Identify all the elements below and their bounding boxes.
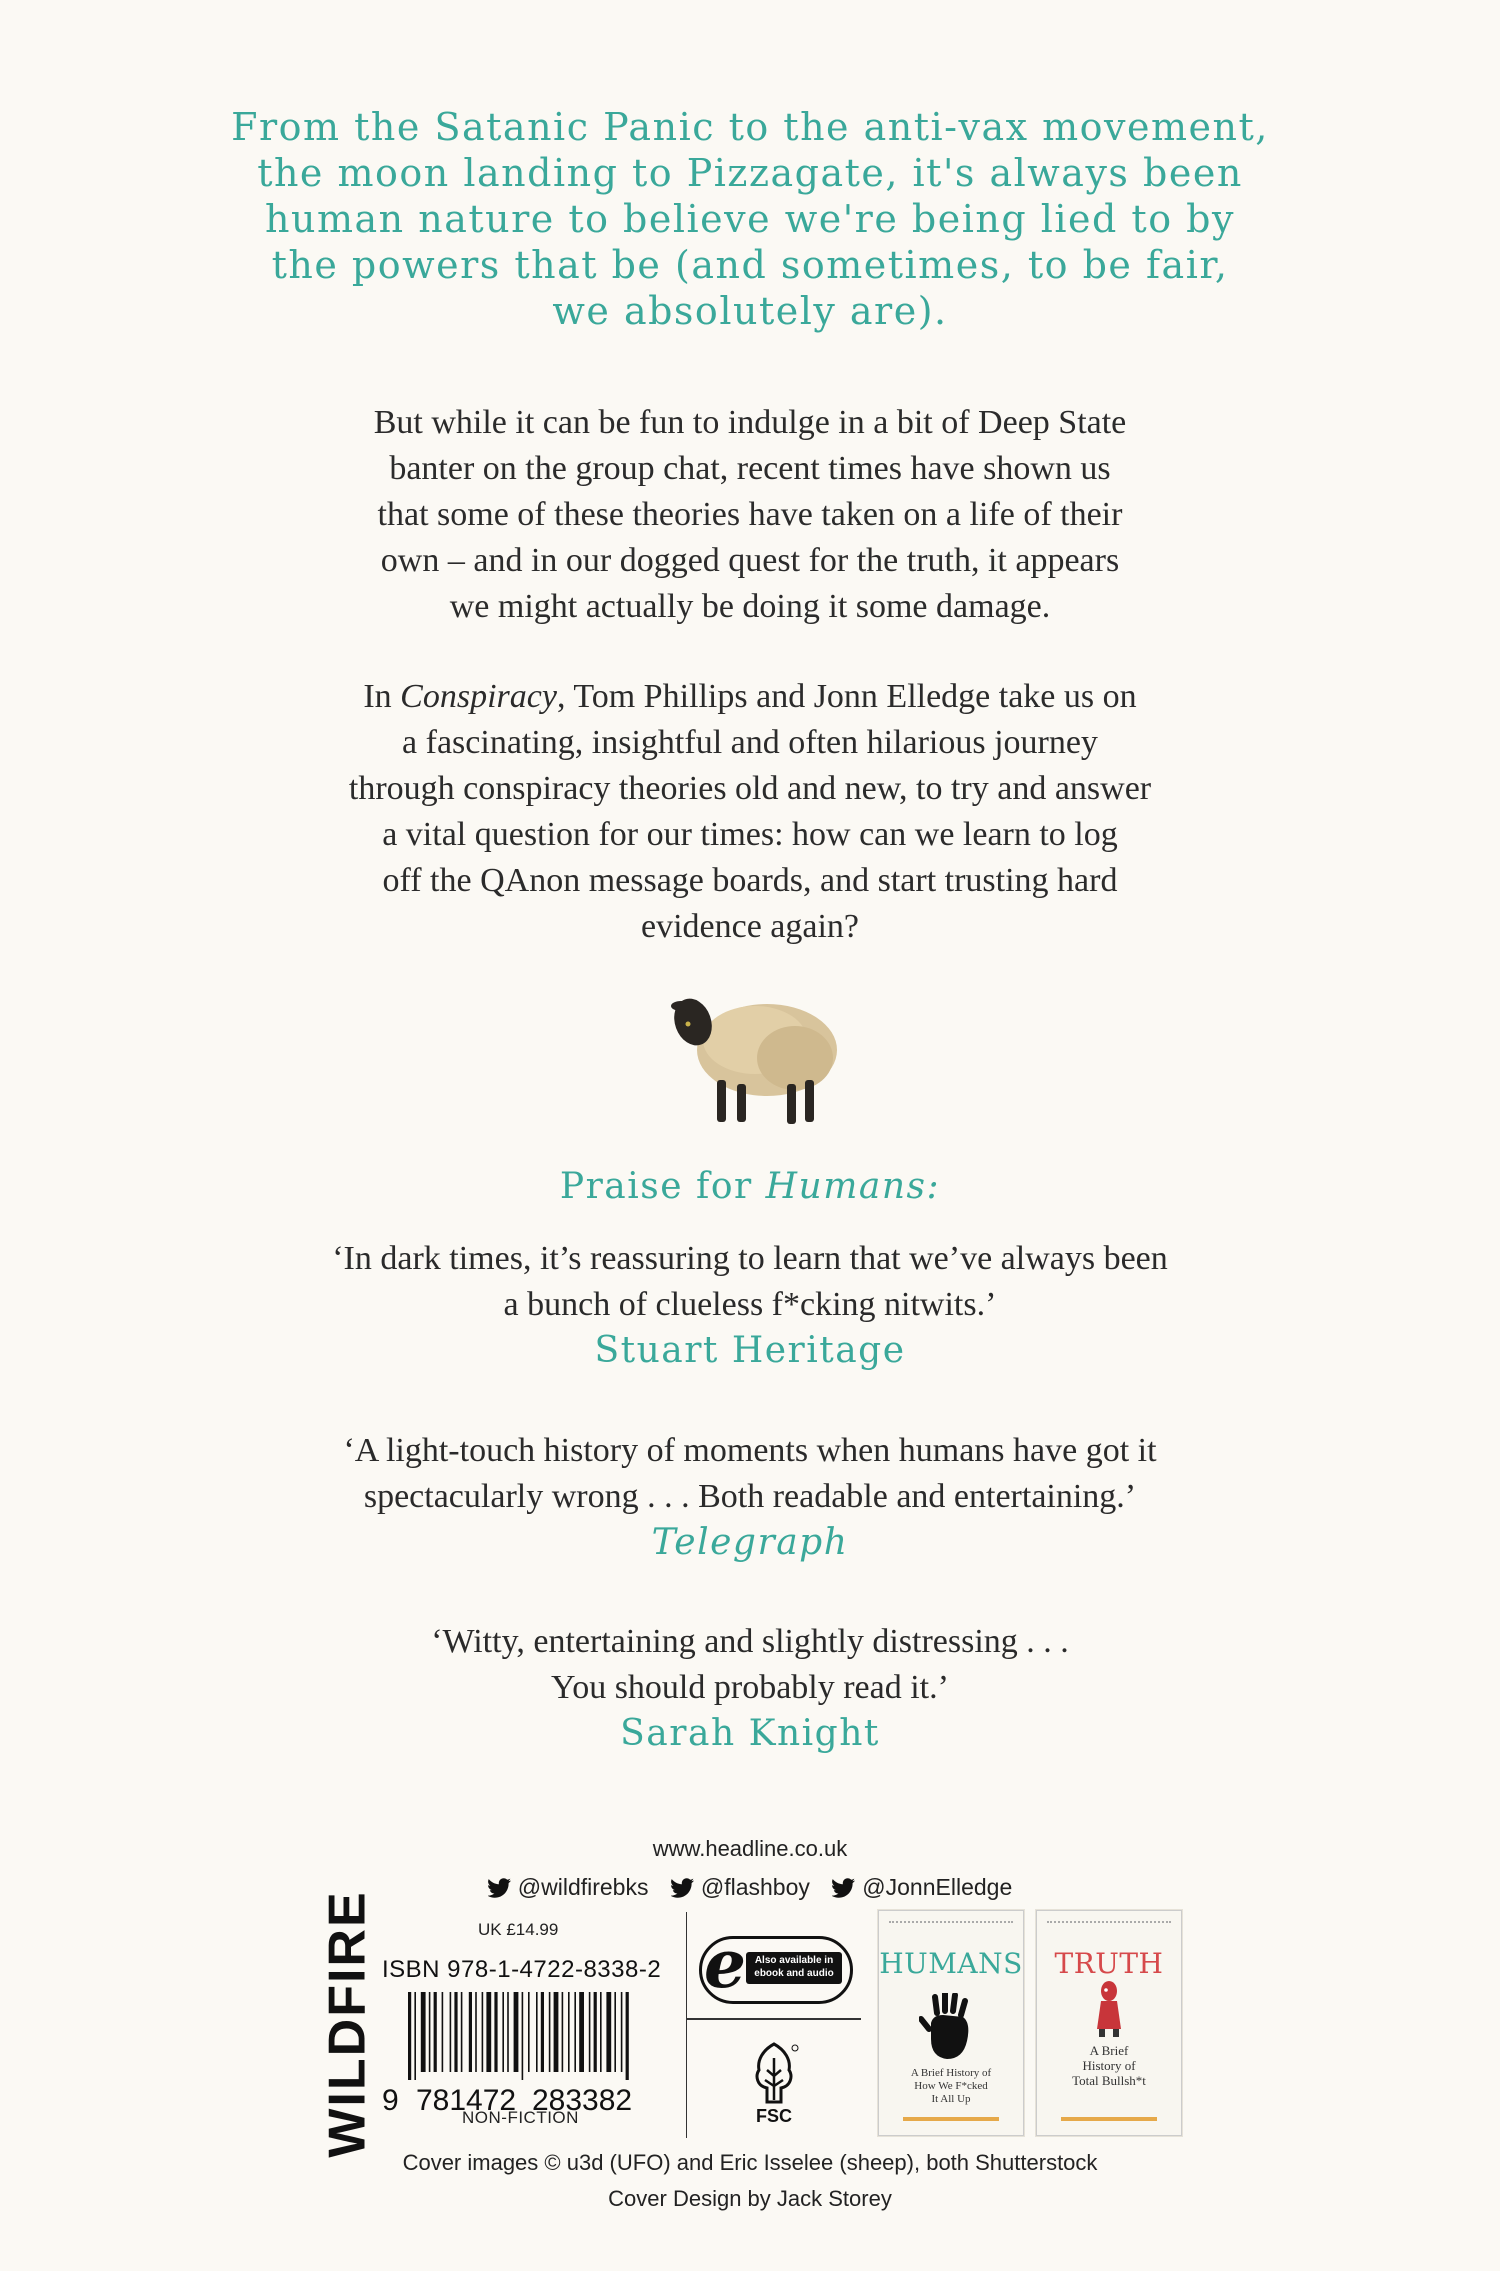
barcode-bar [486,1992,491,2072]
cover-title: TRUTH [1054,1947,1164,1980]
quote-line: You should probably read it.’ [551,1669,949,1706]
fsc-tree-icon [745,2040,803,2116]
barcode-bar [461,1992,463,2072]
book-cover-humans [878,1910,1024,2136]
publisher-logo-text: WILDFIRE [319,1890,378,2158]
quote-line: a bunch of clueless f*cking nitwits.’ [503,1286,997,1323]
blurb-lead-line: the moon landing to Pizzagate, it's always been [257,151,1243,195]
barcode-bar [507,1992,509,2072]
barcode-bar [502,1992,504,2072]
cover-subtitle [1037,2043,1181,2088]
twitter-bird-icon [832,1878,856,1898]
barcode-bar [579,1992,584,2072]
quote-line: ‘A light-touch history of moments when humans have got it [343,1432,1157,1469]
barcode-bar [514,1992,519,2072]
barcode-bar [549,1992,551,2072]
sheep-illustration [655,980,855,1130]
twitter-bird-icon [671,1878,695,1898]
paragraph-line: that some of these theories have taken on a life of their [377,496,1123,533]
review-quote-1 [0,1236,1500,1374]
paragraph-line: banter on the group chat, recent times have shown us [389,450,1111,487]
barcode-bar [541,1992,544,2072]
fsc-label: FSC [756,2106,792,2126]
ebook-e-icon: e [704,1925,746,2003]
social-handles [0,1874,1500,1901]
blurb-lead [0,104,1500,334]
barcode-bar [568,1992,570,2072]
barcode-bar [469,1992,472,2072]
quote-line: ‘Witty, entertaining and slightly distressing . . . [431,1623,1069,1660]
praise-heading [0,1166,1500,1207]
barcode-bar [482,1992,484,2072]
praise-heading-title: Humans: [765,1166,941,1207]
cover-image-credit: Cover images © u3d (UFO) and Eric Isselee (sheep), both Shutterstock [402,2150,1098,2175]
barcode-bar [600,1992,602,2072]
quote-line: spectacularly wrong . . . Both readable and entertaining.’ [363,1478,1137,1515]
ebook-audio-badge [699,1925,853,2004]
social-handle-text: @JonnElledge [862,1874,1013,1900]
figure-illustration-icon [1091,1979,1127,2039]
barcode-digit-group: 283382 [532,2084,633,2117]
price-label: UK £14.99 [478,1920,559,1939]
ebook-badge-text: Also available in ebook and audio [746,1952,842,1984]
barcode-bar [536,1992,538,2072]
blurb-paragraph-1 [0,400,1500,630]
social-handle-text: @flashboy [700,1874,810,1900]
format-and-fsc-panel [686,1912,861,2138]
barcode-bar [408,1992,411,2080]
social-handle-flashboy[interactable] [671,1874,810,1901]
barcode-bar [494,1992,497,2072]
publisher-url[interactable]: www.headline.co.uk [652,1836,848,1861]
paragraph-text: In [363,678,401,715]
barcode-bar [614,1992,616,2072]
social-handle-jonnelledge[interactable] [832,1874,1012,1901]
paragraph-line: we might actually be doing it some damage. [449,588,1051,625]
genre-label: NON-FICTION [462,2108,579,2127]
quote-source: Sarah Knight [620,1713,880,1754]
barcode-bar [414,1992,416,2080]
cover-design-credit: Cover Design by Jack Storey [608,2186,892,2211]
cover-subtitle-line: History of [1082,2058,1136,2073]
barcode-bar [621,1992,623,2072]
paragraph-line: evidence again? [640,908,860,945]
barcode-bar [434,1992,437,2072]
barcode-bar [454,1992,457,2072]
twitter-bird-icon [488,1878,512,1898]
barcode-bar [589,1992,591,2072]
book-title: Conspiracy [400,678,557,715]
blurb-lead-line: the powers that be (and sometimes, to be fair, [271,243,1229,287]
cover-top-strip [1047,1921,1171,1933]
cover-subtitle-line: It All Up [931,2093,971,2105]
barcode-bar [421,1992,426,2072]
quote-line: ‘In dark times, it’s reassuring to learn that we’ve always been [332,1240,1168,1277]
blurb-lead-line: we absolutely are). [552,289,948,333]
paragraph-line: a fascinating, insightful and often hilarious journey [402,724,1098,761]
barcode-bar [450,1992,452,2072]
social-handle-wildfirebks[interactable] [488,1874,649,1901]
review-quote-3 [0,1619,1500,1757]
book-cover-truth [1036,1910,1182,2136]
barcode [406,1992,676,2080]
barcode-bar [606,1992,611,2072]
barcode-bar [562,1992,564,2072]
blurb-paragraph-2 [0,674,1500,950]
barcode-bar [594,1992,597,2072]
barcode-bar [554,1992,559,2072]
isbn-label: ISBN 978-1-4722-8338-2 [382,1956,662,1983]
handprint-icon [919,1993,983,2063]
barcode-bar [522,1992,524,2080]
paragraph-line: through conspiracy theories old and new, to try and answer [348,770,1152,807]
cover-subtitle-line: A Brief History of [910,2067,992,2079]
cover-subtitle-line: How We F*cked [914,2080,988,2092]
blurb-lead-line: human nature to believe we're being lied to by [265,197,1235,241]
paragraph-line [0,674,1500,720]
cover-subtitle-line: Total Bullsh*t [1072,2073,1146,2088]
cover-title: HUMANS [879,1947,1023,1980]
barcode-bar [442,1992,444,2072]
cover-author-strip [903,2117,999,2121]
barcode-bar [626,1992,629,2080]
cover-top-strip [889,1921,1013,1933]
cover-subtitle-line: A Brief [1089,2043,1129,2058]
barcode-bar [429,1992,431,2072]
paragraph-line: off the QAnon message boards, and start trusting hard [382,862,1118,899]
cover-author-strip [1061,2117,1157,2121]
quote-source: Telegraph [651,1522,849,1563]
praise-heading-text: Praise for [559,1166,766,1207]
barcode-digit-group: 9 [382,2084,399,2117]
barcode-bar [574,1992,576,2072]
cover-subtitle [879,2067,1023,2106]
panel-divider [687,2018,861,2020]
barcode-bar [528,1992,530,2072]
barcode-block [366,1912,684,2136]
quote-source: Stuart Heritage [594,1330,906,1371]
paragraph-text: , Tom Phillips and Jonn Elledge take us on [556,678,1137,715]
barcode-digit-group: 781472 [416,2084,517,2117]
blurb-lead-line: From the Satanic Panic to the anti-vax movement, [231,105,1269,149]
barcode-bar [475,1992,477,2072]
paragraph-line: a vital question for our times: how can we learn to log [382,816,1118,853]
social-handle-text: @wildfirebks [517,1874,649,1900]
paragraph-line: own – and in our dogged quest for the truth, it appears [380,542,1120,579]
review-quote-2 [0,1428,1500,1566]
paragraph-line: But while it can be fun to indulge in a bit of Deep State [373,404,1127,441]
